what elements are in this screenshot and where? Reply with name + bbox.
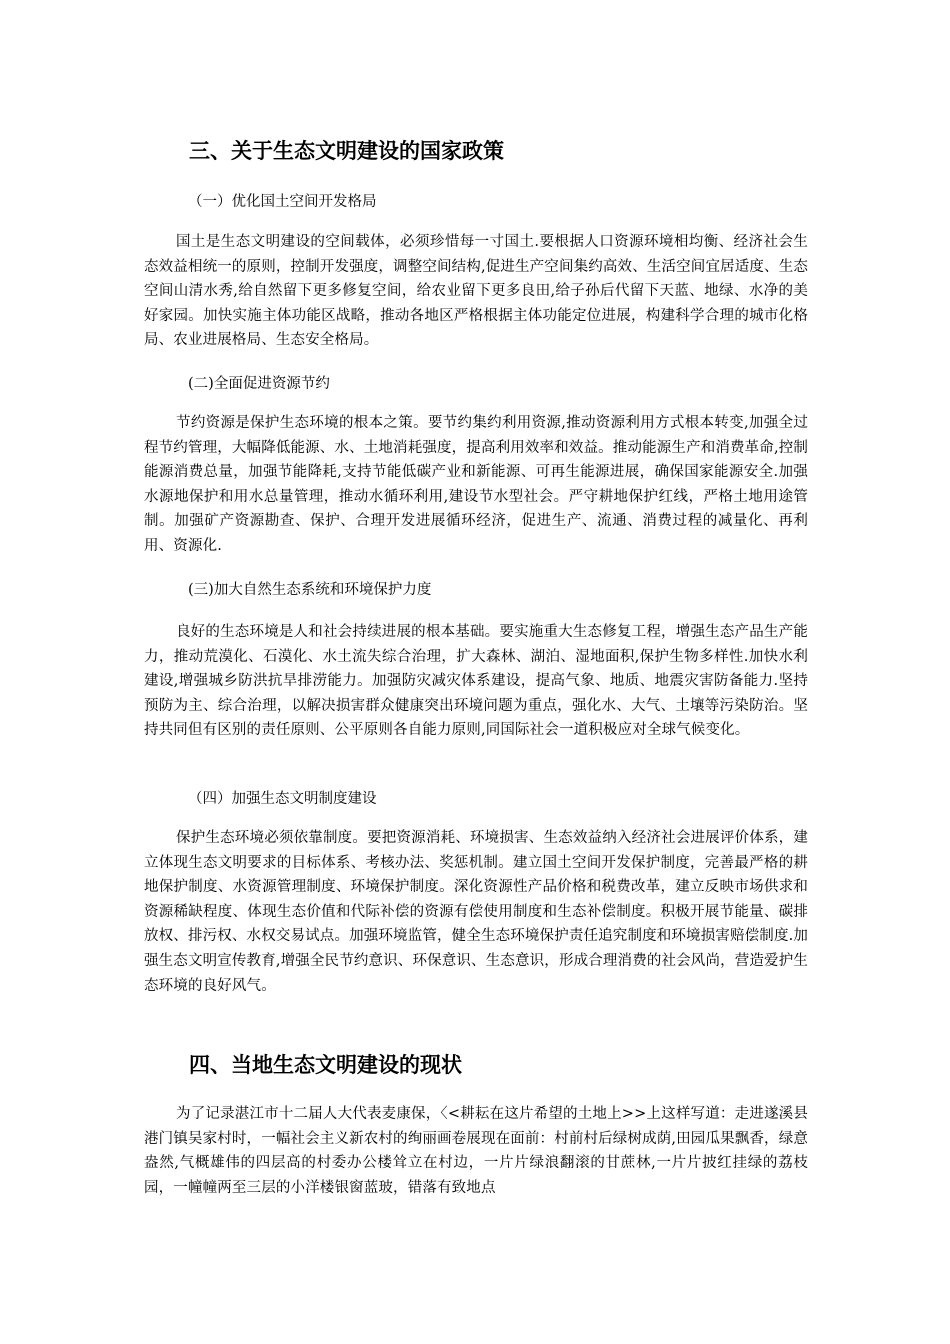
subsection-title-ecosystem-protection: (三)加大自然生态系统和环境保护力度 xyxy=(188,582,432,598)
paragraph-land-space: 国土是生态文明建设的空间载体，必须珍惜每一寸国土.要根据人口资源环境相均衡、经济社会生态效益相统一的原则，控制开发强度，调整空间结构,促进生产空间集约高效、生活空间宜居适度、生态空间山清水秀,给自然留下更多修复空间，给农业留下更多良田,给子孙后代留下天蓝、地绿、水净的美好家园。加快实施主体功能区战略，推动各地区严格根据主体功能定位进展，构建科学合理的城市化格局、农业进展格局、生态安全格局。 xyxy=(144,234,809,349)
paragraph-local-status: 为了记录湛江市十二届人大代表麦康保，〈<耕耘在这片希望的土地上>>上这样写道：走进遂溪县港门镇吴家村时，一幅社会主义新农村的绚丽画卷展现在面前：村前村后绿树成荫,田园瓜果飘香，绿意盎然,气概雄伟的四层高的村委办公楼耸立在村边，一片片绿浪翻滚的甘蔗林,一片片披红挂绿的荔枝园，一幢幢两至三层的小洋楼银窗蓝玻，错落有致地点 xyxy=(144,1106,809,1196)
paragraph-ecosystem-protection: 良好的生态环境是人和社会持续进展的根本基础。要实施重大生态修复工程，增强生态产品生产能力，推动荒漠化、石漠化、水土流失综合治理，扩大森林、湖泊、湿地面积,保护生物多样性.加快水利建设,增强城乡防洪抗旱排涝能力。加强防灾减灾体系建设，提高气象、地质、地震灾害防备能力.坚持预防为主、综合治理，以解决损害群众健康突出环境问题为重点，强化水、大气、土壤等污染防治。坚持共同但有区别的责任原则、公平原则各自能力原则,同国际社会一道积极应对全球气候变化。 xyxy=(144,624,808,739)
section-heading-policy: 三、关于生态文明建设的国家政策 xyxy=(189,139,504,163)
subsection-title-institution-building: （四）加强生态文明制度建设 xyxy=(188,791,377,807)
subsection-title-land-space: （一）优化国土空间开发格局 xyxy=(188,194,377,210)
section-heading-local-status: 四、当地生态文明建设的现状 xyxy=(189,1053,462,1077)
paragraph-institution-building: 保护生态环境必须依靠制度。要把资源消耗、环境损害、生态效益纳入经济社会进展评价体系，建立体现生态文明要求的目标体系、考核办法、奖惩机制。建立国土空间开发保护制度，完善最严格的耕地保护制度、水资源管理制度、环境保护制度。深化资源性产品价格和税费改革，建立反映市场供求和资源稀缺程度、体现生态价值和代际补偿的资源有偿使用制度和生态补偿制度。积极开展节能量、碳排放权、排污权、水权交易试点。加强环境监管，健全生态环境保护责任追究制度和环境损害赔偿制度.加强生态文明宣传教育,增强全民节约意识、环保意识、生态意识，形成合理消费的社会风尚，营造爱护生态环境的良好风气。 xyxy=(144,830,809,994)
subsection-title-resource-saving: (二)全面促进资源节约 xyxy=(188,376,330,392)
paragraph-resource-saving: 节约资源是保护生态环境的根本之策。要节约集约利用资源,推动资源利用方式根本转变,加强全过程节约管理，大幅降低能源、水、土地消耗强度，提高利用效率和效益。推动能源生产和消费革命,控制能源消费总量，加强节能降耗,支持节能低碳产业和新能源、可再生能源进展，确保国家能源安全.加强水源地保护和用水总量管理，推动水循环利用,建设节水型社会。严守耕地保护红线，严格土地用途管制。加强矿产资源勘查、保护、合理开发进展循环经济，促进生产、流通、消费过程的减量化、再利用、资源化. xyxy=(144,415,809,554)
